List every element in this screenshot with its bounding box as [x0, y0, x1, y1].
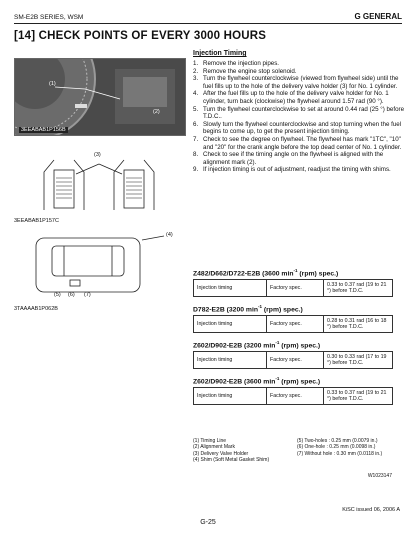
step-item: [193, 75, 405, 90]
fig2-caption: 3EEABAB1P157C: [14, 218, 59, 224]
header-series: SM-E2B SERIES, WSM: [14, 14, 84, 21]
callout-without-hole: (7): [84, 292, 91, 298]
spec-kind: Factory spec.: [267, 316, 324, 333]
spec-table-z602-3200: [193, 351, 393, 369]
fig1-caption-overlay: 3EEABAB1P156B: [21, 127, 66, 133]
step-number: 3.: [193, 75, 199, 83]
spec-kind: Factory spec.: [267, 352, 324, 369]
callout-one-hole: (6): [68, 292, 75, 298]
legend-item: (7) Without hole : 0.30 mm (0.0118 in.): [297, 450, 383, 457]
spec-heading-text: D782-E2B (3200 min: [193, 306, 258, 314]
spec-heading-text: Z482/D662/D722-E2B (3600 min: [193, 270, 294, 278]
document-id: W1023147: [367, 473, 392, 479]
spec-value: 0.30 to 0.33 rad (17 to 19 °) before T.D.C.: [324, 352, 393, 369]
spec-heading-sup: -1: [257, 304, 262, 309]
spec-table-z482: [193, 279, 393, 297]
spec-heading-text: Z602/D902-E2B (3200 min: [193, 342, 276, 350]
spec-table-d782: [193, 315, 393, 333]
spec-heading-text: (rpm) spec.): [279, 378, 321, 386]
flywheel-photo-art: [15, 59, 185, 135]
spec-heading-text: Z602/D902-E2B (3600 min: [193, 378, 276, 386]
step-number: 5.: [193, 105, 199, 113]
step-item: [193, 68, 405, 76]
spec-heading-z602-3200: [193, 340, 320, 349]
step-item: [193, 136, 405, 151]
step-text: Remove the engine stop solenoid.: [203, 67, 297, 75]
spec-item: Injection timing: [194, 352, 267, 369]
page-title: [14] CHECK POINTS OF EVERY 3000 HOURS: [14, 30, 267, 42]
legend-item: (6) One-hole : 0.25 mm (0.0098 in.): [297, 444, 376, 451]
injection-timing-steps: [193, 60, 405, 174]
legend-item: (2) Alignment Mark: [193, 444, 235, 451]
callout-two-holes: (5): [54, 292, 61, 298]
step-item: [193, 60, 405, 68]
step-number: 9.: [193, 166, 199, 174]
legend-item: (5) Two-holes : 0.25 mm (0.0079 in.): [297, 438, 378, 444]
fig3-caption: 3TAAAAB1P062B: [14, 306, 58, 312]
step-item: [193, 151, 405, 166]
spec-item: Injection timing: [194, 316, 267, 333]
table-row: [194, 316, 393, 333]
step-number: 6.: [193, 120, 199, 128]
step-text: If injection timing is out of adjustment, readjust the timing with shims.: [203, 166, 391, 174]
injection-timing-heading: Injection Timing: [193, 50, 247, 57]
legend-item: (1) Timing Line: [193, 438, 227, 444]
step-number: 8.: [193, 151, 199, 159]
step-text: Check to see the degree on flywheel. The flywheel has mark "1TC", "10" and "20" for the crank angle before the top dead center of No. 1 cylinder.: [203, 135, 402, 151]
spec-heading-z482: [193, 268, 338, 277]
step-number: 4.: [193, 90, 199, 98]
legend-item: (4) Shim (Soft Metal Gasket Shim): [193, 456, 270, 463]
delivery-valve-art: [14, 150, 184, 214]
spec-kind: Factory spec.: [267, 388, 324, 405]
legend-item: (3) Delivery Valve Holder: [193, 450, 249, 457]
callout-shim: (4): [166, 232, 173, 238]
shim-drawing: [14, 232, 184, 302]
spec-heading-text: (rpm) spec.): [297, 270, 339, 278]
spec-heading-text: (rpm) spec.): [262, 306, 303, 314]
spec-heading-sup: -1: [275, 340, 280, 345]
step-item: [193, 106, 405, 121]
step-text: Slowly turn the flywheel counterclockwise and stop turning when the fuel begins to come up, to get the present injection timing.: [203, 120, 402, 136]
callout-timing-line: (1): [49, 81, 56, 87]
delivery-valve-drawing: [14, 150, 184, 214]
spec-heading-z602-3600: [193, 376, 320, 385]
table-row: [194, 280, 393, 297]
step-number: 2.: [193, 67, 199, 75]
step-text: Turn the flywheel counterclockwise to set at around 0.44 rad (25 °) before T.D.C..: [203, 105, 405, 121]
step-item: [193, 90, 405, 105]
spec-item: Injection timing: [194, 280, 267, 297]
spec-value: 0.28 to 0.31 rad (16 to 18 °) before T.D.C.: [324, 316, 393, 333]
shim-art: [14, 232, 184, 302]
table-row: [194, 388, 393, 405]
step-text: After the fuel fills up to the hole of the delivery valve holder for No. 1 cylinder, turn back (clockwise) the flywheel around 1.57 rad (90 °).: [203, 90, 389, 105]
spec-kind: Factory spec.: [267, 280, 324, 297]
spec-value: 0.33 to 0.37 rad (19 to 21 °) before T.D.C.: [324, 280, 393, 297]
spec-heading-text: (rpm) spec.): [279, 342, 321, 350]
step-number: 1.: [193, 60, 199, 67]
header-rule: [14, 23, 402, 24]
spec-heading-sup: -1: [293, 268, 298, 273]
callout-alignment-mark: (2): [153, 109, 160, 115]
spec-heading-d782: [193, 304, 303, 313]
table-row: [194, 352, 393, 369]
legend-column-right: [297, 438, 407, 457]
step-text: Remove the injection pipes.: [203, 60, 280, 67]
spec-table-z602-3600: [193, 387, 393, 405]
step-item: [193, 121, 405, 136]
page-number: G-25: [200, 519, 216, 526]
footer-issue: KiSC issued 06, 2006 A: [342, 507, 400, 513]
flywheel-photo: [14, 58, 186, 136]
legend-column-left: [193, 438, 293, 463]
step-text: Check to see if the timing angle on the flywheel is aligned with the alignment mark (2).: [203, 151, 384, 166]
callout-delivery-valve-holder: (3): [94, 152, 101, 158]
step-number: 7.: [193, 135, 199, 143]
spec-value: 0.33 to 0.37 rad (19 to 21 °) before T.D.C.: [324, 388, 393, 405]
spec-heading-sup: -1: [275, 376, 280, 381]
step-text: Turn the flywheel counterclockwise (viewed from flywheel side) until the fuel fills up to the hole of the delivery valve holder (3) for No. 1 cylinder.: [203, 75, 399, 90]
step-item: [193, 166, 405, 174]
spec-item: Injection timing: [194, 388, 267, 405]
header-section: G GENERAL: [354, 12, 402, 21]
